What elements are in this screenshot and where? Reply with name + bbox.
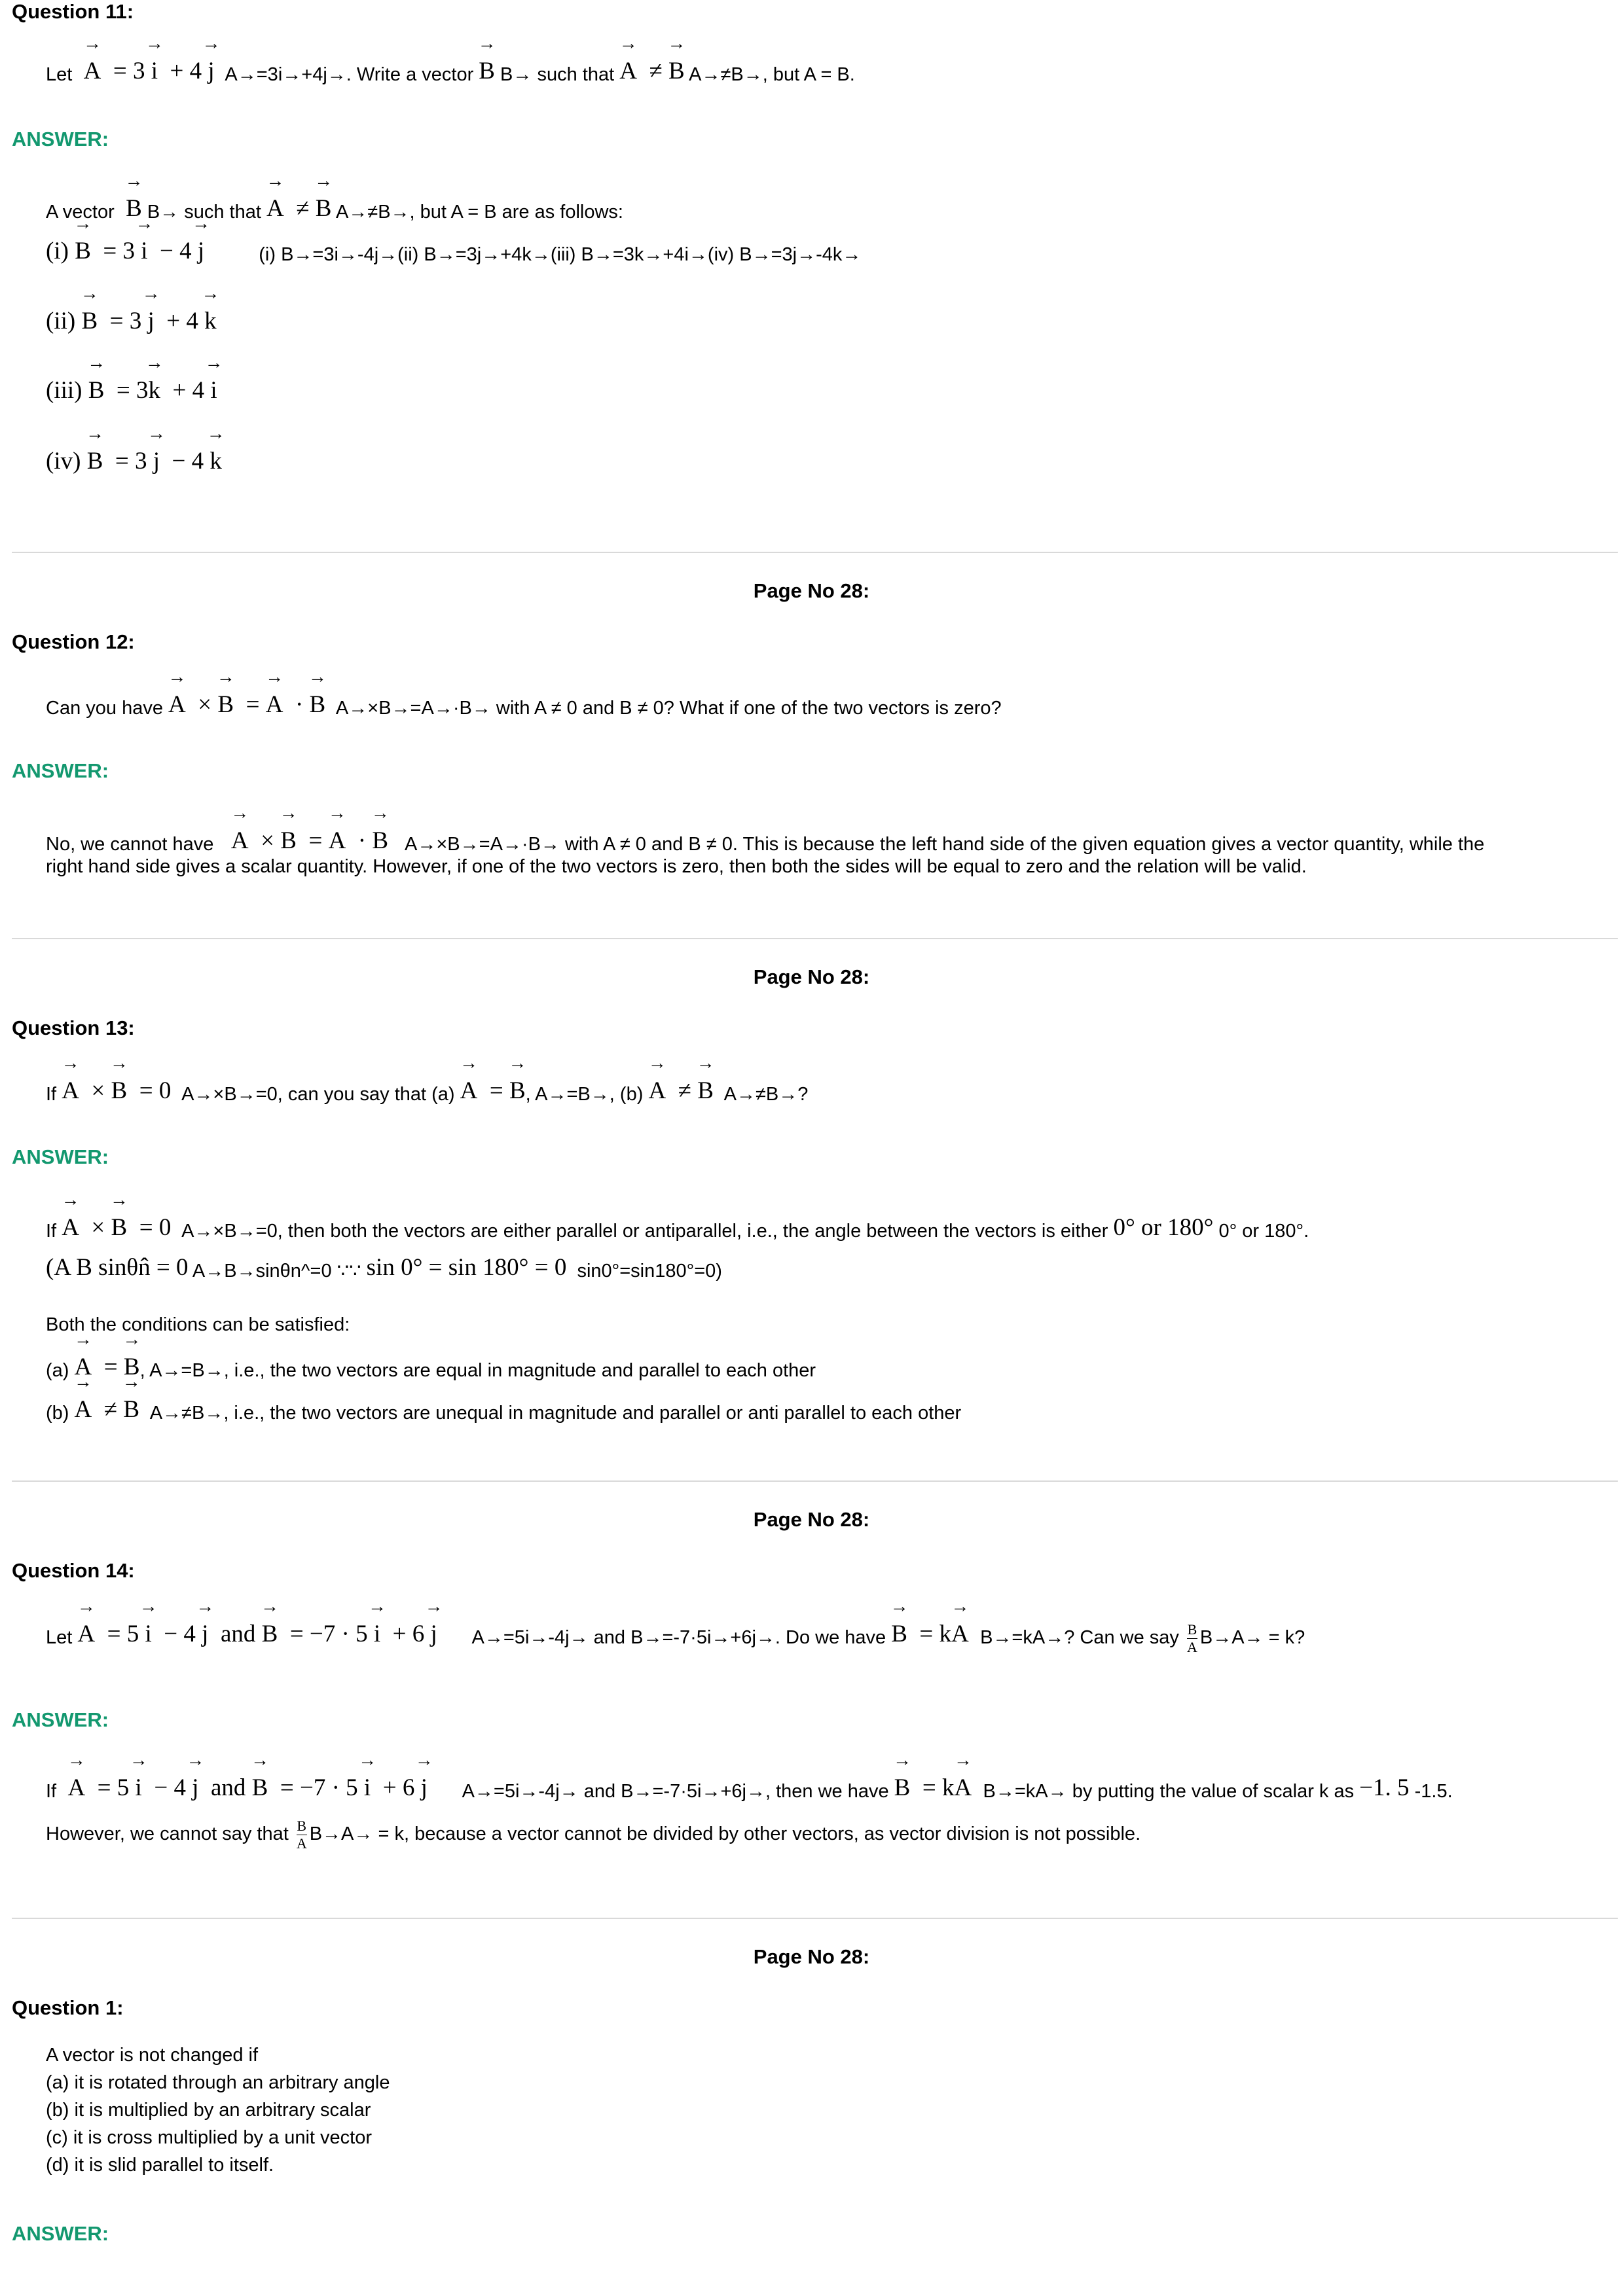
q11-opt-i-math: (i) → B = 3 → i − 4 → j xyxy=(46,238,204,264)
q14-text-d: B→A→ = k? xyxy=(1199,1627,1305,1649)
q13-ans-b: A→×B→=0, then both the vectors are either parallel or antiparallel, i.e., the angle between the vectors is either xyxy=(181,1221,1108,1242)
q14-ans-math-b: → B = k→ A xyxy=(894,1774,978,1801)
divider xyxy=(12,1918,1618,1919)
q12-ans-math: → A × → B = → A · → B xyxy=(219,827,400,854)
q12-answer-line-2: right hand side gives a scalar quantity. However, if one of the two vectors is zero, then both the sides will be equal to zero and the relation will be valid. xyxy=(46,856,1307,877)
q11-option-i xyxy=(46,239,861,267)
q14-ans-math-a: → A = 5 → i − 4 → j and → B = −7 · 5 → i + 6 → j xyxy=(62,1774,458,1801)
question-14-heading: Question 14: xyxy=(12,1559,135,1582)
q11-ans-intro-b: B→ such that xyxy=(147,202,261,223)
q13-both-conditions: Both the conditions can be satisfied: xyxy=(46,1314,350,1335)
q14-math-b: → B = k→ A xyxy=(891,1621,975,1647)
q11-option-iii: (iii) → B = 3→ k + 4 → i xyxy=(46,378,217,406)
page-number-label: Page No 28: xyxy=(753,579,870,602)
q12-ans-a: No, we cannot have xyxy=(46,834,214,855)
q12-ans-b: A→×B→=A→·B→ with A ≠ 0 and B ≠ 0. This is because the left hand side of the given equation gives a vector quantity, while the xyxy=(405,834,1485,855)
question-12-heading: Question 12: xyxy=(12,630,135,653)
q13-ans-deg: 0° or 180° xyxy=(1113,1214,1214,1241)
q13-condition-a: (a) → A = → B, A→=B→, i.e., the two vectors are equal in magnitude and parallel to each other xyxy=(46,1355,816,1383)
q13-cond-b-math: → A ≠ → B xyxy=(75,1396,146,1423)
q11-ans-intro-c: A→≠B→, but A = B are as follows: xyxy=(335,202,623,223)
q14-ans-f: B→A→ = k, because a vector cannot be divided by other vectors, as vector division is not possible. xyxy=(309,1823,1141,1845)
q13-math-c: → A ≠ → B xyxy=(648,1077,720,1104)
q11-such: B→ such that xyxy=(500,64,615,85)
q14-text-c: B→=kA→? Can we say xyxy=(980,1627,1179,1649)
q11-math-c: → A ≠ → B xyxy=(619,58,684,84)
q14-ans-fraction: $\frac{B}{A}$ xyxy=(296,1818,307,1852)
q11-answer-intro xyxy=(46,196,623,224)
q14-ans-b: A→=5i→-4j→ and B→=-7·5i→+6j→, then we have xyxy=(462,1781,889,1802)
q13-answer-line-2 xyxy=(46,1255,722,1283)
q13-ans-a: If xyxy=(46,1221,57,1242)
q11-ans-math-neq: → A ≠ → B xyxy=(266,195,331,222)
q14-ans-a: If xyxy=(46,1781,57,1802)
q1-answer-label: ANSWER: xyxy=(12,2222,109,2245)
q13-ans-line2-math2: sin 0° = sin 180° = 0 xyxy=(366,1254,567,1281)
q11-ans-math-b: → B xyxy=(120,195,142,222)
q13-math-a: → A × → B = 0 xyxy=(62,1077,177,1104)
q13-answer-label: ANSWER: xyxy=(12,1145,109,1168)
q1-option-b: (b) it is multiplied by an arbitrary scalar xyxy=(46,2100,371,2121)
divider xyxy=(12,938,1618,939)
q12-text-a: Can you have xyxy=(46,698,163,719)
q14-text-b: A→=5i→-4j→ and B→=-7·5i→+6j→. Do we have xyxy=(471,1627,886,1649)
q14-text-a: Let xyxy=(46,1627,73,1649)
q12-text-b: A→×B→=A→·B→ with A ≠ 0 and B ≠ 0? What if one of the two vectors is zero? xyxy=(335,698,1002,719)
q1-option-c: (c) it is cross multiplied by a unit vector xyxy=(46,2127,372,2148)
q11-let: Let xyxy=(46,64,73,85)
q13-ans-line2-math: (A B sinθn̂ = 0 xyxy=(46,1254,189,1281)
q11-math-b: → B xyxy=(479,58,495,84)
q12-answer-line-1 xyxy=(46,829,1484,857)
q1-option-a: (a) it is rotated through an arbitrary angle xyxy=(46,2072,390,2093)
q13-text-c: , A→=B→, (b) xyxy=(525,1084,644,1105)
q14-ans-c: B→=kA→ by putting the value of scalar k as xyxy=(983,1781,1355,1802)
q11-mid: A→=3i→+4j→. Write a vector xyxy=(225,64,474,85)
divider xyxy=(12,552,1618,553)
divider xyxy=(12,1480,1618,1482)
q11-end: A→≠B→, but A = B. xyxy=(689,64,855,85)
q11-option-ii: (ii) → B = 3 → j + 4 → k xyxy=(46,309,217,337)
question-1-heading: Question 1: xyxy=(12,1996,124,2019)
q14-fraction: $\frac{B}{A}$ xyxy=(1186,1621,1197,1655)
page-number-label: Page No 28: xyxy=(753,1945,870,1968)
question-12-text xyxy=(46,692,1002,721)
page-number-label: Page No 28: xyxy=(753,965,870,988)
q13-text-a: If xyxy=(46,1084,57,1105)
page-number-label: Page No 28: xyxy=(753,1508,870,1531)
q11-ans-intro-a: A vector xyxy=(46,202,115,223)
q12-answer-label: ANSWER: xyxy=(12,759,109,782)
question-13-heading: Question 13: xyxy=(12,1016,135,1039)
q13-ans-c: 0° or 180°. xyxy=(1218,1221,1309,1242)
q1-option-d: (d) it is slid parallel to itself. xyxy=(46,2155,274,2176)
q13-ans-line2-c: sin0°=sin180°=0) xyxy=(577,1261,722,1282)
q14-ans-value: −1. 5 xyxy=(1359,1774,1410,1801)
q14-ans-d: -1.5. xyxy=(1414,1781,1453,1802)
q11-option-iv: (iv) → B = 3 → j − 4 → k xyxy=(46,449,222,477)
q14-math-a: → A = 5 → i − 4 → j and → B = −7 · 5 → i + 6 → j xyxy=(77,1621,467,1647)
q12-math: → A × → B = → A · → B xyxy=(168,691,331,718)
q13-text-b: A→×B→=0, can you say that (a) xyxy=(181,1084,455,1105)
question-14-text xyxy=(46,1621,1305,1656)
q13-condition-b: (b) → A ≠ → B A→≠B→, i.e., the two vectors are unequal in magnitude and parallel or anti parallel to each other xyxy=(46,1397,961,1426)
q11-math-a: → A = 3 → i + 4 → j xyxy=(77,58,221,84)
q14-answer-label: ANSWER: xyxy=(12,1708,109,1731)
question-11-heading: Question 11: xyxy=(12,0,134,23)
q13-ans-math: → A × → B = 0 xyxy=(62,1214,177,1241)
q14-answer-line-1 xyxy=(46,1776,1453,1804)
question-13-text xyxy=(46,1079,808,1107)
q1-line: A vector is not changed if xyxy=(46,2045,259,2066)
q14-ans-e: However, we cannot say that xyxy=(46,1823,289,1845)
q11-answer-label: ANSWER: xyxy=(12,128,109,151)
q11-inline-answers: (i) B→=3i→-4j→(ii) B→=3j→+4k→(iii) B→=3k→+4i→(iv) B→=3j→-4k→ xyxy=(259,244,862,265)
q13-cond-a-math: → A = → B xyxy=(75,1354,140,1380)
q14-answer-line-2 xyxy=(46,1818,1140,1852)
q13-ans-line2-b: A→B→sinθn^=0 ∵∵ xyxy=(192,1261,361,1282)
q13-math-b: → A = → B xyxy=(460,1077,526,1104)
q13-answer-line-1 xyxy=(46,1215,1309,1244)
question-11-text xyxy=(46,59,855,87)
q13-text-d: A→≠B→? xyxy=(723,1084,809,1105)
